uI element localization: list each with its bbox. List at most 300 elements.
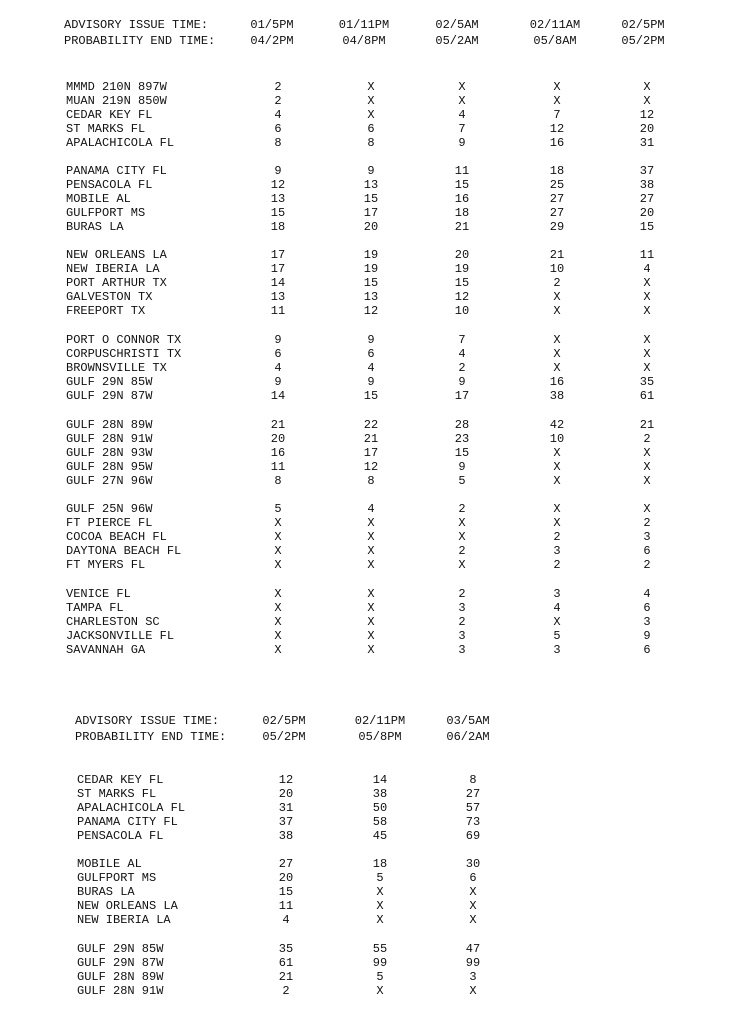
probability-value: 20 <box>278 787 294 801</box>
probability-value: X <box>553 304 561 318</box>
probability-value: X <box>367 643 375 657</box>
probability-value: 9 <box>274 164 282 178</box>
probability-value: 12 <box>363 460 379 474</box>
probability-value: 61 <box>278 956 294 970</box>
probability-value: 2 <box>458 587 466 601</box>
probability-value: 6 <box>643 601 651 615</box>
probability-value: 21 <box>454 220 470 234</box>
probability-value: 4 <box>367 502 375 516</box>
probability-value: 2 <box>274 80 282 94</box>
issue-time-value: 02/11AM <box>529 18 581 32</box>
probability-value: X <box>376 984 384 998</box>
probability-value: X <box>274 558 282 572</box>
table-row <box>0 80 750 94</box>
issue-time-value: 03/5AM <box>446 714 490 728</box>
probability-value: 21 <box>278 970 294 984</box>
location-name: APALACHICOLA FL <box>77 801 186 815</box>
probability-value: 17 <box>270 262 286 276</box>
location-name: GULF 25N 96W <box>66 502 153 516</box>
table-row <box>0 530 750 544</box>
probability-value: 5 <box>458 474 466 488</box>
location-name: GULF 29N 87W <box>66 389 153 403</box>
probability-value: 3 <box>643 615 651 629</box>
probability-value: 8 <box>367 136 375 150</box>
table-row <box>0 913 750 927</box>
probability-value: 2 <box>643 432 651 446</box>
probability-value: 25 <box>549 178 565 192</box>
probability-value: 3 <box>553 544 561 558</box>
probability-value: 16 <box>454 192 470 206</box>
location-name: MOBILE AL <box>66 192 131 206</box>
probability-value: X <box>367 558 375 572</box>
probability-value: 58 <box>372 815 388 829</box>
probability-value: 55 <box>372 942 388 956</box>
probability-value: X <box>643 502 651 516</box>
probability-value: 17 <box>363 206 379 220</box>
probability-value: X <box>274 530 282 544</box>
location-name: GULFPORT MS <box>66 206 146 220</box>
probability-value: 7 <box>458 122 466 136</box>
probability-value: X <box>553 502 561 516</box>
probability-value: 61 <box>639 389 655 403</box>
probability-value: 13 <box>270 192 286 206</box>
probability-value: 12 <box>270 178 286 192</box>
probability-value: 20 <box>363 220 379 234</box>
probability-value: 2 <box>553 276 561 290</box>
location-group <box>0 773 750 843</box>
table-row <box>0 94 750 108</box>
probability-value: X <box>274 601 282 615</box>
probability-value: 50 <box>372 801 388 815</box>
table-row <box>0 304 750 318</box>
probability-value: 6 <box>274 347 282 361</box>
location-group <box>0 587 750 657</box>
table-row <box>0 857 750 871</box>
probability-value: 5 <box>376 871 384 885</box>
probability-value: 11 <box>270 304 286 318</box>
table-row <box>0 248 750 262</box>
probability-value: 9 <box>458 136 466 150</box>
probability-value: X <box>274 516 282 530</box>
probability-value: 2 <box>553 530 561 544</box>
probability-value: 37 <box>639 164 655 178</box>
probability-value: X <box>553 474 561 488</box>
probability-value: 17 <box>363 446 379 460</box>
probability-value: 9 <box>367 375 375 389</box>
advisory-issue-time-label: ADVISORY ISSUE TIME: <box>75 714 220 728</box>
probability-value: 9 <box>643 629 651 643</box>
location-name: PANAMA CITY FL <box>66 164 167 178</box>
location-name: MUAN 219N 850W <box>66 94 167 108</box>
table-row <box>0 262 750 276</box>
probability-value: 21 <box>270 418 286 432</box>
probability-value: X <box>643 94 651 108</box>
probability-value: X <box>643 80 651 94</box>
probability-value: 11 <box>454 164 470 178</box>
probability-value: 38 <box>639 178 655 192</box>
table-row <box>0 460 750 474</box>
probability-value: 13 <box>363 290 379 304</box>
probability-value: 6 <box>367 122 375 136</box>
location-name: DAYTONA BEACH FL <box>66 544 182 558</box>
issue-time-value: 02/11PM <box>354 714 406 728</box>
issue-time-value: 01/11PM <box>338 18 390 32</box>
probability-value: 2 <box>643 516 651 530</box>
probability-value: X <box>274 615 282 629</box>
table-row <box>0 643 750 657</box>
issue-time-value: 02/5PM <box>621 18 665 32</box>
location-name: GULF 28N 89W <box>66 418 153 432</box>
probability-value: 21 <box>549 248 565 262</box>
location-name: GULF 28N 91W <box>77 984 164 998</box>
table-row <box>0 136 750 150</box>
probability-value: 38 <box>549 389 565 403</box>
probability-value: X <box>553 516 561 530</box>
probability-value: 3 <box>458 643 466 657</box>
probability-value: 8 <box>274 136 282 150</box>
location-name: CHARLESTON SC <box>66 615 160 629</box>
probability-value: 12 <box>639 108 655 122</box>
probability-value: 7 <box>458 333 466 347</box>
probability-value: 27 <box>465 787 481 801</box>
location-name: GULF 27N 96W <box>66 474 153 488</box>
probability-value: 14 <box>372 773 388 787</box>
probability-value: 2 <box>458 544 466 558</box>
probability-value: X <box>367 80 375 94</box>
location-name: GULF 28N 93W <box>66 446 153 460</box>
probability-value: 37 <box>278 815 294 829</box>
table-row <box>0 829 750 843</box>
probability-value: 15 <box>639 220 655 234</box>
location-group <box>0 418 750 488</box>
end-time-value: 05/2PM <box>621 34 665 48</box>
probability-value: 13 <box>363 178 379 192</box>
location-group <box>0 502 750 572</box>
table-row <box>0 178 750 192</box>
probability-value: 3 <box>458 601 466 615</box>
location-name: COCOA BEACH FL <box>66 530 167 544</box>
probability-value: 12 <box>549 122 565 136</box>
table-row <box>0 615 750 629</box>
table-row <box>0 601 750 615</box>
probability-value: 8 <box>367 474 375 488</box>
probability-value: X <box>643 361 651 375</box>
probability-value: 12 <box>454 290 470 304</box>
table-row <box>0 361 750 375</box>
probability-value: X <box>643 304 651 318</box>
location-name: NEW IBERIA LA <box>66 262 160 276</box>
probability-value: 10 <box>549 432 565 446</box>
probability-value: 4 <box>274 108 282 122</box>
probability-value: 23 <box>454 432 470 446</box>
probability-value: X <box>643 276 651 290</box>
issue-time-value: 02/5PM <box>262 714 306 728</box>
probability-value: 29 <box>549 220 565 234</box>
probability-value: 20 <box>270 432 286 446</box>
probability-value: 4 <box>367 361 375 375</box>
probability-value: 27 <box>278 857 294 871</box>
probability-value: 69 <box>465 829 481 843</box>
probability-value: X <box>553 446 561 460</box>
probability-value: 16 <box>270 446 286 460</box>
probability-value: 12 <box>278 773 294 787</box>
probability-value: 15 <box>363 192 379 206</box>
end-time-value: 05/2PM <box>262 730 306 744</box>
table-row <box>0 871 750 885</box>
advisory-issue-time-row <box>0 18 750 34</box>
probability-value: 15 <box>270 206 286 220</box>
probability-value: 99 <box>372 956 388 970</box>
probability-value: X <box>553 290 561 304</box>
probability-value: X <box>458 94 466 108</box>
location-name: PENSACOLA FL <box>77 829 164 843</box>
advisory-issue-time-label: ADVISORY ISSUE TIME: <box>64 18 209 32</box>
probability-value: X <box>367 601 375 615</box>
probability-end-time-row <box>0 34 750 50</box>
probability-value: 3 <box>553 643 561 657</box>
table-row <box>0 801 750 815</box>
probability-value: X <box>643 460 651 474</box>
probability-value: 35 <box>639 375 655 389</box>
location-name: GULF 28N 95W <box>66 460 153 474</box>
table-row <box>0 885 750 899</box>
location-name: SAVANNAH GA <box>66 643 146 657</box>
probability-value: 4 <box>282 913 290 927</box>
probability-value: 2 <box>282 984 290 998</box>
table-row <box>0 942 750 956</box>
probability-value: 2 <box>458 361 466 375</box>
location-name: PENSACOLA FL <box>66 178 153 192</box>
probability-value: 10 <box>549 262 565 276</box>
probability-value: 7 <box>553 108 561 122</box>
end-time-value: 04/8PM <box>342 34 386 48</box>
probability-value: 20 <box>278 871 294 885</box>
location-name: APALACHICOLA FL <box>66 136 175 150</box>
probability-value: X <box>469 913 477 927</box>
location-name: MOBILE AL <box>77 857 142 871</box>
probability-value: 11 <box>278 899 294 913</box>
probability-value: 6 <box>367 347 375 361</box>
probability-value: 9 <box>274 333 282 347</box>
probability-value: 19 <box>363 248 379 262</box>
probability-value: 3 <box>458 629 466 643</box>
probability-value: X <box>553 80 561 94</box>
probability-value: 3 <box>643 530 651 544</box>
table-row <box>0 122 750 136</box>
table-row <box>0 474 750 488</box>
location-name: FT MYERS FL <box>66 558 146 572</box>
probability-value: X <box>274 544 282 558</box>
probability-value: X <box>469 984 477 998</box>
probability-end-time-label: PROBABILITY END TIME: <box>75 730 227 744</box>
probability-value: X <box>376 885 384 899</box>
probability-value: 31 <box>278 801 294 815</box>
table-row <box>0 418 750 432</box>
probability-value: 20 <box>454 248 470 262</box>
probability-value: X <box>367 516 375 530</box>
probability-value: 14 <box>270 276 286 290</box>
location-name: JACKSONVILLE FL <box>66 629 175 643</box>
table-row <box>0 815 750 829</box>
probability-value: 27 <box>549 192 565 206</box>
location-name: NEW ORLEANS LA <box>66 248 167 262</box>
table-row <box>0 544 750 558</box>
end-time-value: 06/2AM <box>446 730 490 744</box>
probability-value: 57 <box>465 801 481 815</box>
probability-value: 4 <box>553 601 561 615</box>
probability-value: X <box>553 460 561 474</box>
probability-value: 4 <box>458 347 466 361</box>
probability-value: 15 <box>454 178 470 192</box>
location-name: GULF 28N 89W <box>77 970 164 984</box>
probability-value: 42 <box>549 418 565 432</box>
probability-value: 17 <box>454 389 470 403</box>
probability-value: 30 <box>465 857 481 871</box>
location-name: PANAMA CITY FL <box>77 815 178 829</box>
table-row <box>0 787 750 801</box>
probability-value: X <box>376 913 384 927</box>
probability-value: 18 <box>549 164 565 178</box>
probability-value: 38 <box>278 829 294 843</box>
location-group <box>0 164 750 234</box>
location-name: VENICE FL <box>66 587 131 601</box>
probability-value: 2 <box>553 558 561 572</box>
probability-value: X <box>274 629 282 643</box>
location-name: FREEPORT TX <box>66 304 146 318</box>
location-name: CEDAR KEY FL <box>66 108 153 122</box>
probability-value: X <box>643 333 651 347</box>
location-name: CORPUSCHRISTI TX <box>66 347 182 361</box>
location-name: NEW IBERIA LA <box>77 913 171 927</box>
location-group <box>0 333 750 403</box>
probability-value: 45 <box>372 829 388 843</box>
probability-value: 35 <box>278 942 294 956</box>
probability-value: X <box>553 94 561 108</box>
probability-value: X <box>469 885 477 899</box>
probability-value: 3 <box>469 970 477 984</box>
location-group <box>0 80 750 150</box>
probability-value: 17 <box>270 248 286 262</box>
probability-end-time-row <box>0 730 750 746</box>
probability-value: 15 <box>363 389 379 403</box>
probability-value: 4 <box>274 361 282 375</box>
end-time-value: 05/8PM <box>358 730 402 744</box>
probability-value: 4 <box>643 587 651 601</box>
probability-value: 8 <box>274 474 282 488</box>
probability-value: 18 <box>270 220 286 234</box>
probability-value: X <box>367 530 375 544</box>
location-group <box>0 857 750 927</box>
location-name: GULF 28N 91W <box>66 432 153 446</box>
advisory-issue-time-row <box>0 714 750 730</box>
probability-value: X <box>274 643 282 657</box>
location-name: GULF 29N 85W <box>66 375 153 389</box>
table-row <box>0 558 750 572</box>
location-name: GULF 29N 85W <box>77 942 164 956</box>
probability-value: 27 <box>639 192 655 206</box>
table-row <box>0 164 750 178</box>
table-row <box>0 970 750 984</box>
location-group <box>0 942 750 998</box>
probability-value: X <box>367 587 375 601</box>
probability-value: X <box>274 587 282 601</box>
probability-value: 20 <box>639 122 655 136</box>
table-row <box>0 502 750 516</box>
location-name: TAMPA FL <box>66 601 124 615</box>
probability-value: 18 <box>454 206 470 220</box>
probability-value: 73 <box>465 815 481 829</box>
table-row <box>0 516 750 530</box>
end-time-value: 05/8AM <box>533 34 577 48</box>
probability-value: 15 <box>278 885 294 899</box>
probability-value: 47 <box>465 942 481 956</box>
probability-value: 12 <box>363 304 379 318</box>
issue-time-value: 01/5PM <box>250 18 294 32</box>
table-row <box>0 956 750 970</box>
location-name: CEDAR KEY FL <box>77 773 164 787</box>
probability-value: 9 <box>458 460 466 474</box>
probability-value: 5 <box>553 629 561 643</box>
probability-value: X <box>643 446 651 460</box>
table-row <box>0 192 750 206</box>
table-row <box>0 347 750 361</box>
location-name: GULFPORT MS <box>77 871 157 885</box>
probability-value: 18 <box>372 857 388 871</box>
probability-value: 20 <box>639 206 655 220</box>
probability-value: 99 <box>465 956 481 970</box>
probability-value: 15 <box>363 276 379 290</box>
probability-value: X <box>553 333 561 347</box>
probability-value: 15 <box>454 446 470 460</box>
probability-value: 6 <box>643 544 651 558</box>
probability-value: 6 <box>274 122 282 136</box>
probability-value: 6 <box>469 871 477 885</box>
probability-value: 5 <box>376 970 384 984</box>
probability-value: 4 <box>643 262 651 276</box>
probability-value: 27 <box>549 206 565 220</box>
probability-value: 9 <box>367 333 375 347</box>
table-row <box>0 389 750 403</box>
probability-value: 31 <box>639 136 655 150</box>
probability-value: 19 <box>454 262 470 276</box>
probability-value: 21 <box>363 432 379 446</box>
probability-value: X <box>458 558 466 572</box>
table-row <box>0 206 750 220</box>
end-time-value: 05/2AM <box>435 34 479 48</box>
probability-value: 16 <box>549 136 565 150</box>
probability-value: X <box>367 544 375 558</box>
probability-value: 3 <box>553 587 561 601</box>
probability-value: 11 <box>639 248 655 262</box>
table-row <box>0 108 750 122</box>
probability-value: X <box>553 615 561 629</box>
probability-value: X <box>553 361 561 375</box>
probability-value: 9 <box>458 375 466 389</box>
table-row <box>0 432 750 446</box>
probability-value: 4 <box>458 108 466 122</box>
location-name: NEW ORLEANS LA <box>77 899 178 913</box>
probability-value: X <box>367 108 375 122</box>
location-group <box>0 248 750 318</box>
location-name: PORT ARTHUR TX <box>66 276 167 290</box>
probability-value: X <box>458 530 466 544</box>
probability-value: 6 <box>643 643 651 657</box>
probability-value: X <box>469 899 477 913</box>
probability-value: 2 <box>458 615 466 629</box>
probability-value: X <box>376 899 384 913</box>
location-name: ST MARKS FL <box>77 787 157 801</box>
table-row <box>0 984 750 998</box>
